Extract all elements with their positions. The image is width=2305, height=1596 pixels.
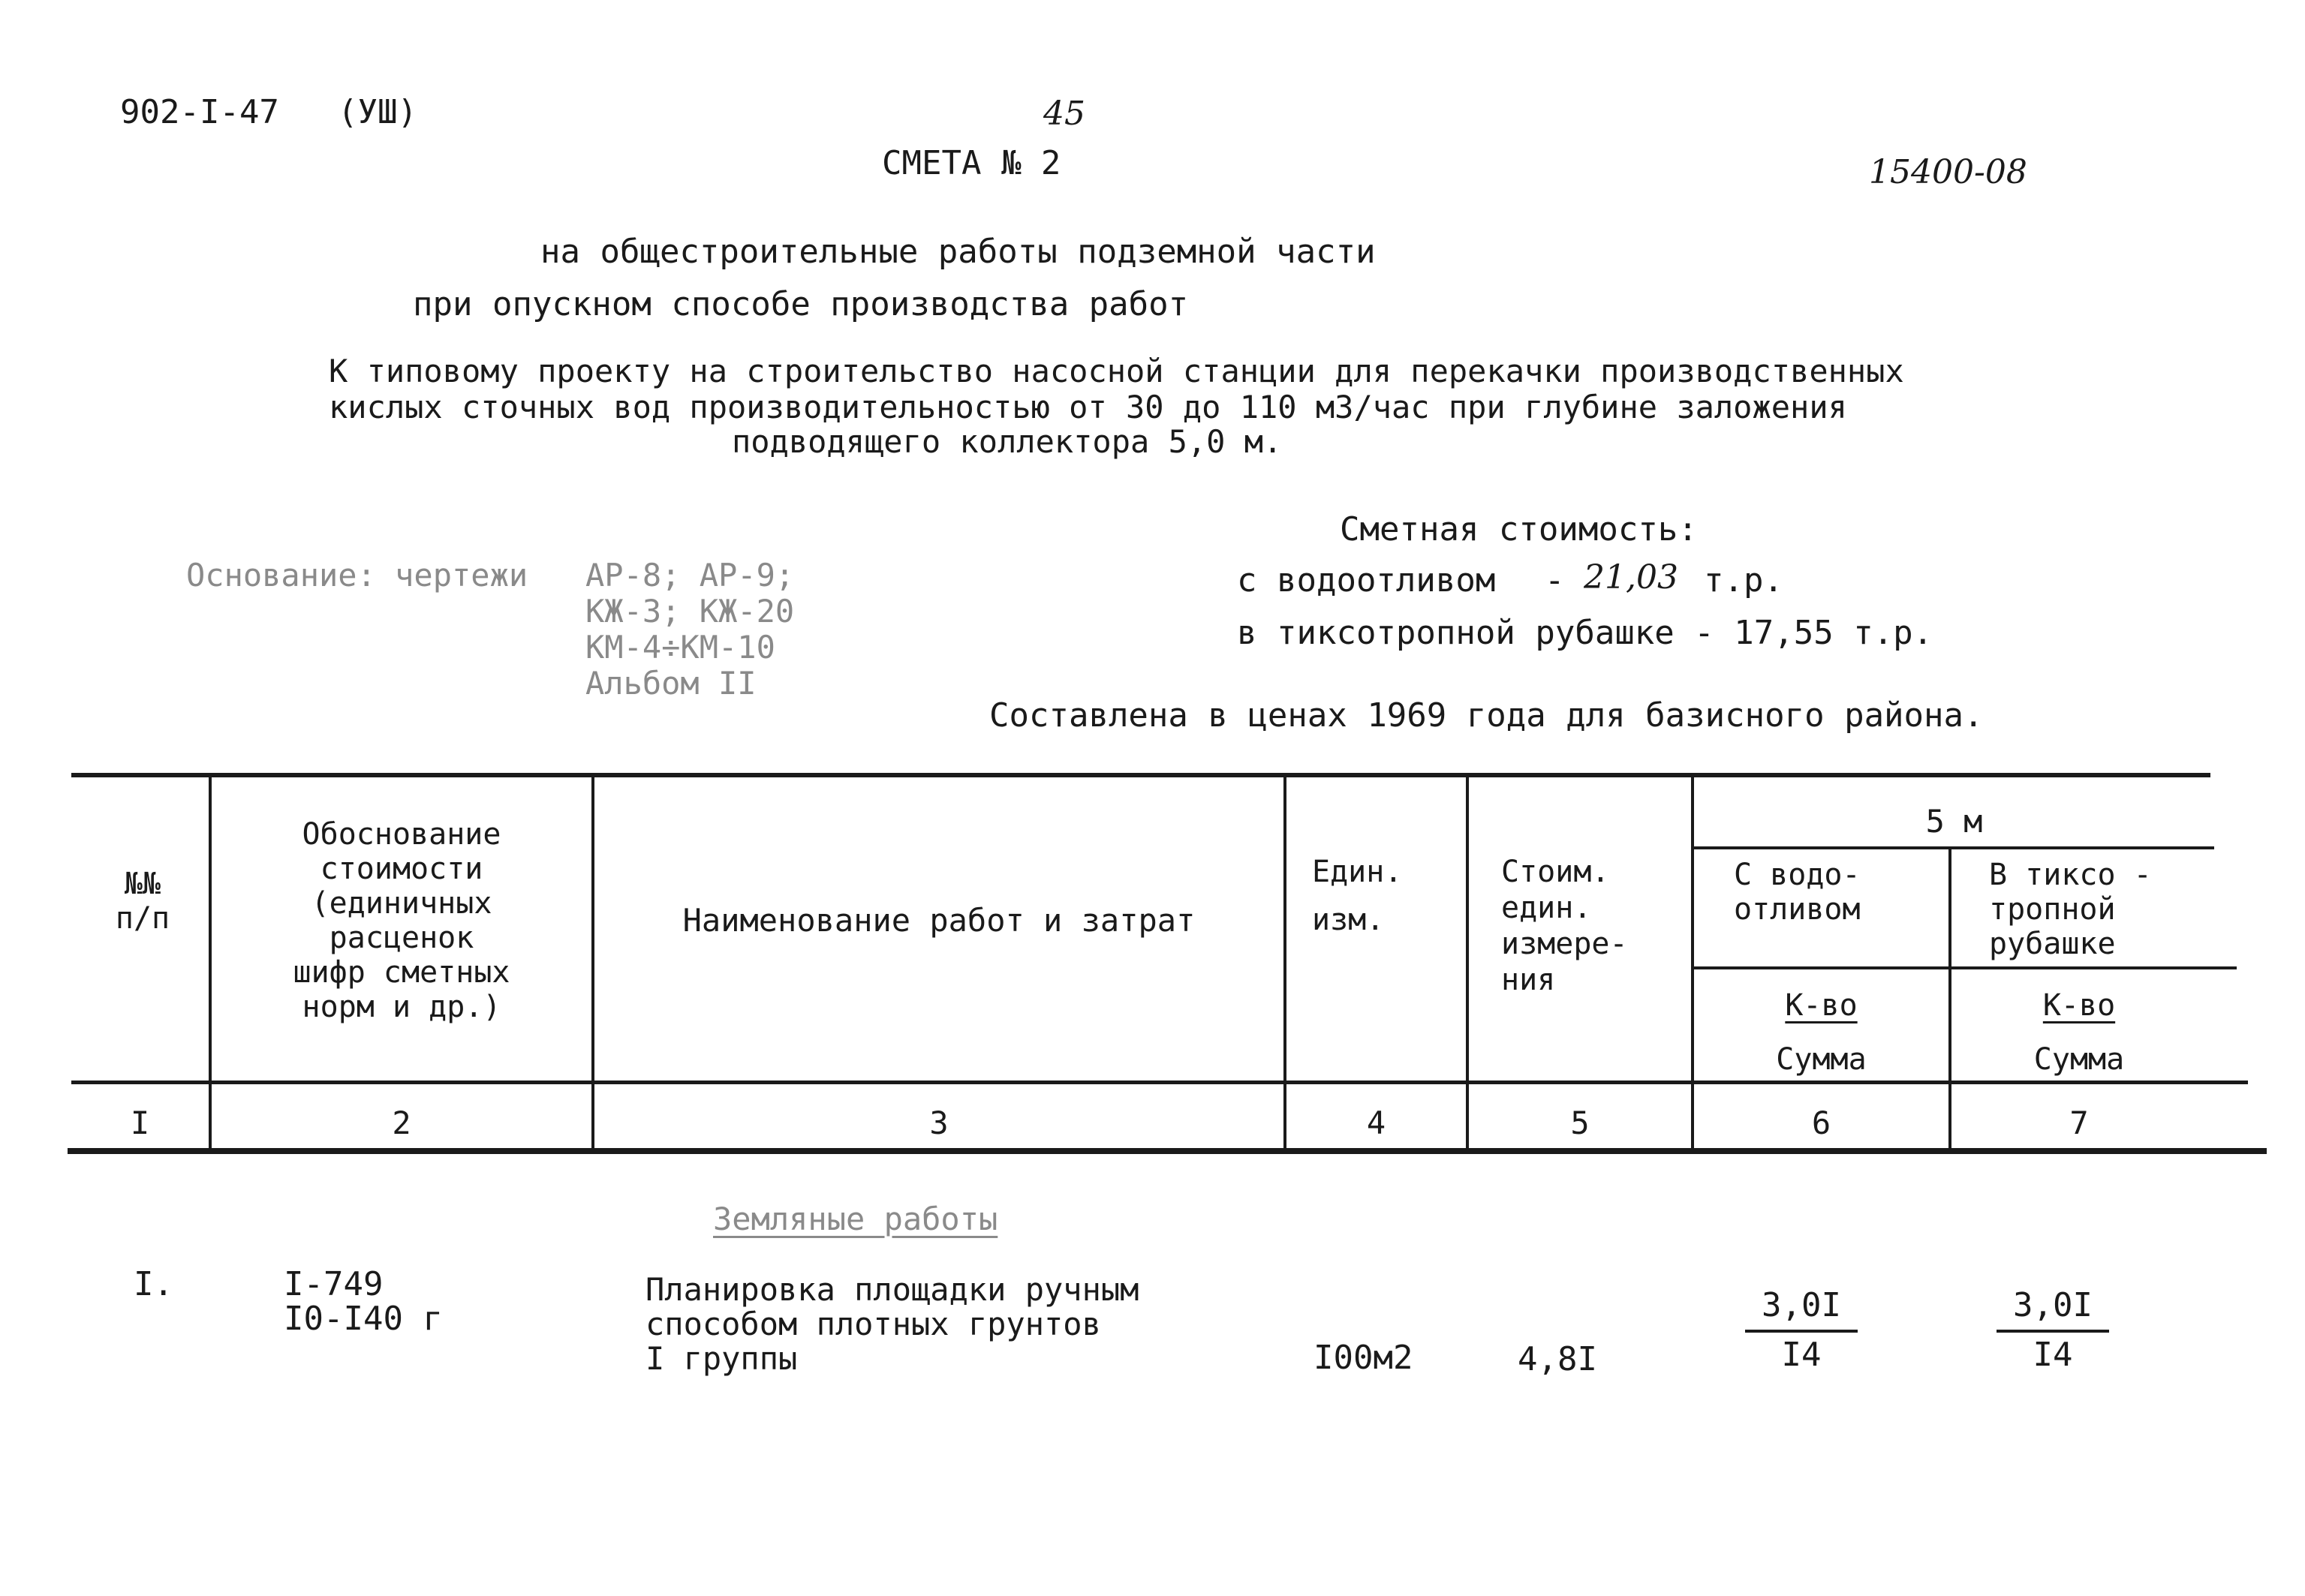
- document-series: (УШ): [338, 93, 417, 131]
- row-name-line-3: I группы: [645, 1340, 798, 1377]
- row-thixo-qty: 3,0I: [1997, 1289, 2109, 1333]
- header-bottom-rule: [71, 1081, 2248, 1084]
- subtitle-line-2: при опускном способе производства работ: [413, 285, 1189, 323]
- column-number-7: 7: [2069, 1105, 2089, 1141]
- project-line-1: К типовому проекту на строительство насосной станции для перекачки производственных: [329, 353, 1904, 389]
- row-unit: I00м2: [1313, 1339, 1413, 1377]
- table-top-border: [71, 773, 2210, 777]
- basis-line-4: Альбом II: [585, 665, 757, 702]
- basis-label: Основание: чертежи: [186, 557, 528, 594]
- project-line-3: подводящего коллектора 5,0 м.: [732, 423, 1283, 460]
- column-number-3: 3: [929, 1105, 949, 1141]
- row-thixo-sum: I4: [2033, 1336, 2073, 1374]
- header-thixo-qty: К-во: [2042, 988, 2116, 1023]
- header-basis-line-1: Обоснование: [302, 817, 501, 852]
- header-work-name: Наименование работ и затрат: [682, 902, 1196, 939]
- basis-line-1: АР-8; АР-9;: [585, 557, 795, 594]
- column-number-4: 4: [1366, 1105, 1386, 1141]
- header-basis-line-4: расценок: [329, 921, 474, 955]
- basis-line-3: КМ-4÷КМ-10: [585, 629, 775, 666]
- header-depth-group: 5 м: [1925, 803, 1983, 840]
- cost-drainage-label: с водоотливом: [1237, 561, 1496, 600]
- basis-line-2: КЖ-3; КЖ-20: [585, 593, 795, 630]
- header-basis-line-5: шифр сметных: [293, 955, 510, 990]
- document-code: 902-I-47: [120, 93, 279, 131]
- row-basis-line-1: I-749: [284, 1265, 384, 1303]
- header-num-line-2: п/п: [115, 901, 170, 936]
- column-number-5: 5: [1570, 1105, 1590, 1141]
- header-cost-line-2: един.: [1501, 891, 1592, 925]
- estimate-title: СМЕТА № 2: [882, 144, 1061, 182]
- group-rule: [1693, 846, 2214, 849]
- header-thixo-line-1: В тиксо -: [1989, 858, 2152, 892]
- header-thixo-line-2: тропной: [1989, 892, 2116, 927]
- header-cost-line-4: ния: [1501, 963, 1556, 997]
- reference-number: 15400-08: [1869, 153, 2027, 191]
- row-name-line-2: способом плотных грунтов: [645, 1306, 1101, 1342]
- section-title: Земляные работы: [713, 1201, 998, 1237]
- header-drainage-line-1: С водо-: [1734, 858, 1861, 892]
- row-drainage-value: [1745, 1286, 1858, 1374]
- cost-drainage-value: 21,03: [1584, 558, 1678, 597]
- divider-4: [1466, 775, 1469, 1150]
- row-number: I.: [134, 1265, 173, 1303]
- subtitle-line-1: на общестроительные работы подземной части: [540, 233, 1376, 271]
- header-drainage-line-2: отливом: [1734, 892, 1861, 927]
- header-drainage-qty: К-во: [1785, 988, 1858, 1023]
- prices-note: Составлена в ценах 1969 года для базисного района.: [989, 696, 1984, 735]
- header-drainage-sum: Сумма: [1776, 1042, 1867, 1077]
- project-line-2: кислых сточных вод производительностью от 30 до 110 м3/час при глубине заложения: [329, 389, 1847, 425]
- qty-rule: [1693, 966, 2237, 969]
- divider-3: [1283, 775, 1286, 1150]
- cost-drainage-unit: т.р.: [1704, 561, 1783, 600]
- row-drainage-sum: I4: [1781, 1336, 1822, 1374]
- row-drainage-qty: 3,0I: [1745, 1289, 1858, 1333]
- header-cost-line-3: измере-: [1501, 927, 1628, 961]
- header-thixo-line-3: рубашке: [1989, 927, 2116, 961]
- divider-2: [591, 775, 594, 1150]
- cost-drainage-dash: -: [1545, 561, 1565, 600]
- row-basis-line-2: I0-I40 г: [284, 1300, 443, 1338]
- header-num-line-1: №№: [124, 867, 161, 901]
- header-cost-line-1: Стоим.: [1501, 855, 1610, 889]
- column-numbers-rule: [68, 1148, 2267, 1154]
- page-number: 45: [1043, 95, 1085, 133]
- cost-heading: Сметная стоимость:: [1340, 510, 1698, 549]
- header-basis-line-6: норм и др.): [302, 990, 501, 1024]
- column-number-1: I: [130, 1105, 150, 1141]
- column-number-6: 6: [1811, 1105, 1831, 1141]
- header-unit-line-1: Един.: [1312, 855, 1403, 889]
- column-number-2: 2: [392, 1105, 411, 1141]
- row-unit-cost: 4,8I: [1518, 1340, 1597, 1378]
- row-thixo-value: [1997, 1286, 2109, 1374]
- header-basis-line-3: (единичных: [311, 886, 492, 921]
- header-unit-line-2: изм.: [1312, 903, 1385, 937]
- cost-thixotropic: в тиксотропной рубашке - 17,55 т.р.: [1237, 614, 1933, 652]
- header-thixo-sum: Сумма: [2033, 1042, 2125, 1077]
- row-name-line-1: Планировка площадки ручным: [645, 1271, 1139, 1308]
- header-basis-line-2: стоимости: [320, 852, 483, 886]
